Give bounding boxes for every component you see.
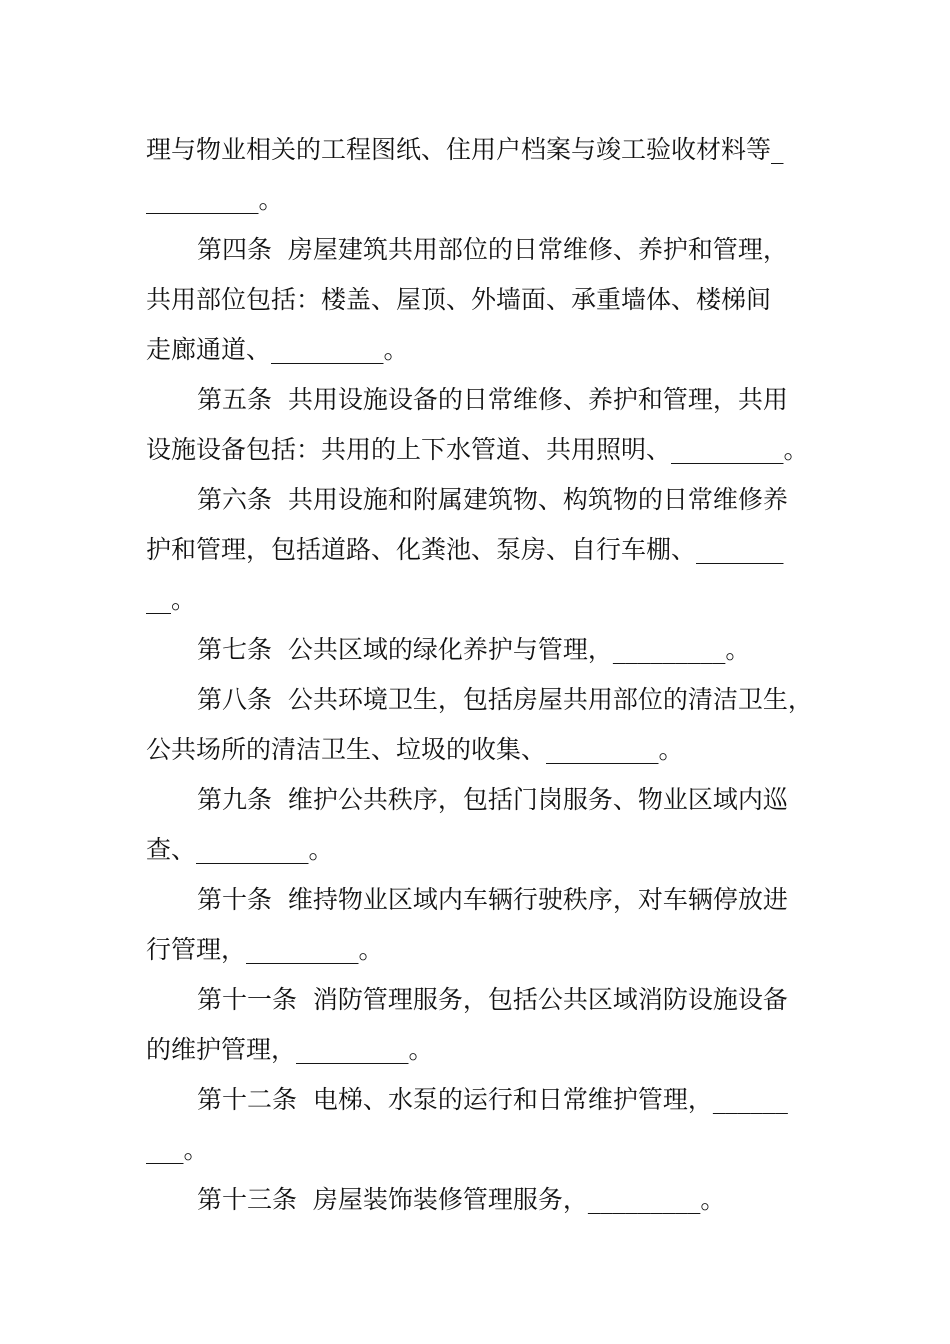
article-9-heading-line: 第九条 维护公共秩序，包括门岗服务、物业区域内巡 bbox=[197, 785, 788, 814]
article-6-heading-line: 第六条 共用设施和附属建筑物、构筑物的日常维修养 bbox=[197, 485, 788, 514]
text-line: _________。 bbox=[146, 185, 284, 214]
text-line: 的维护管理，_________。 bbox=[146, 1035, 434, 1064]
text-line: 行管理，_________。 bbox=[146, 935, 384, 964]
article-10-heading-line: 第十条 维持物业区域内车辆行驶秩序，对车辆停放进 bbox=[197, 885, 788, 914]
text-line: 走廊通道、_________。 bbox=[146, 335, 409, 364]
text-line: 理与物业相关的工程图纸、住用户档案与竣工验收材料等_ bbox=[146, 135, 784, 164]
article-8-heading-line: 第八条 公共环境卫生，包括房屋共用部位的清洁卫生， bbox=[197, 685, 813, 714]
text-line: ___。 bbox=[146, 1135, 209, 1164]
article-11-heading-line: 第十一条 消防管理服务，包括公共区域消防设施设备 bbox=[197, 985, 788, 1014]
text-line: 共用部位包括：楼盖、屋顶、外墙面、承重墙体、楼梯间 bbox=[146, 285, 772, 314]
text-line: 设施设备包括：共用的上下水管道、共用照明、_________。 bbox=[146, 435, 809, 464]
article-4-heading-line: 第四条 房屋建筑共用部位的日常维修、养护和管理， bbox=[197, 235, 788, 264]
article-5-heading-line: 第五条 共用设施设备的日常维修、养护和管理，共用 bbox=[197, 385, 788, 414]
article-13-heading-line: 第十三条 房屋装饰装修管理服务，_________。 bbox=[197, 1185, 726, 1214]
article-12-heading-line: 第十二条 电梯、水泵的运行和日常维护管理，______ bbox=[197, 1085, 788, 1114]
text-line: __。 bbox=[146, 585, 197, 614]
text-line: 公共场所的清洁卫生、垃圾的收集、_________。 bbox=[146, 735, 684, 764]
text-line: 查、_________。 bbox=[146, 835, 334, 864]
text-line: 护和管理，包括道路、化粪池、泵房、自行车棚、_______ bbox=[146, 535, 784, 564]
article-7-heading-line: 第七条 公共区域的绿化养护与管理，_________。 bbox=[197, 635, 751, 664]
